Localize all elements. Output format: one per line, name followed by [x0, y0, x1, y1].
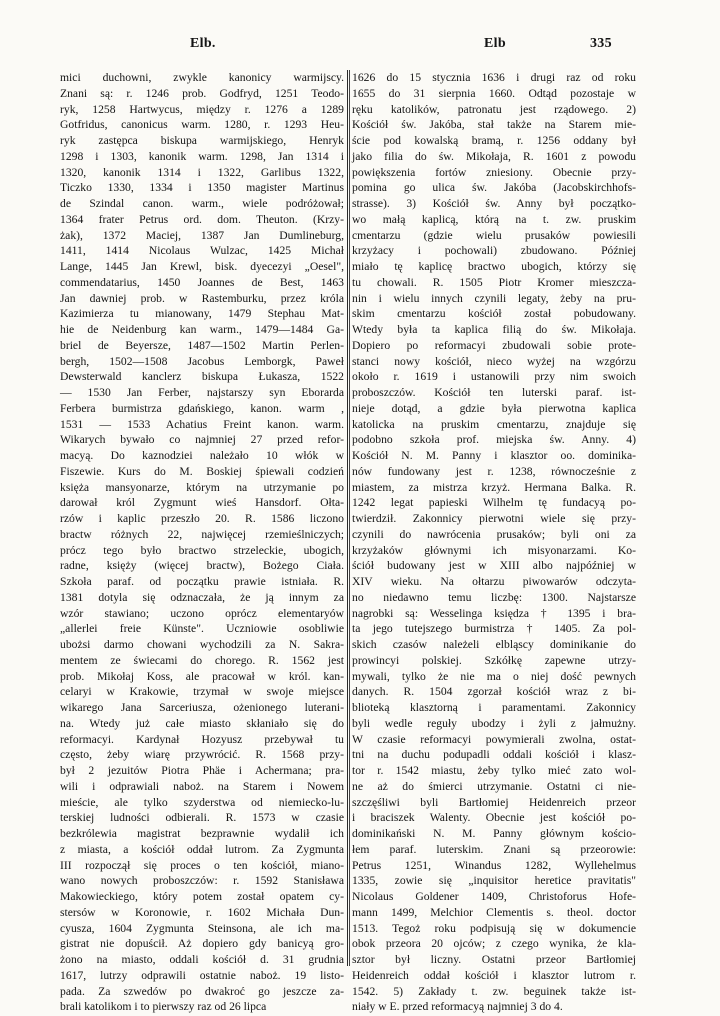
text-line: niały w E. przed reformacyą najmniej 3 do 4. — [352, 1000, 563, 1014]
text-line: terskiej ludności odbierali. R. 1573 w czasie — [60, 811, 344, 825]
text-line: pomina go ulica św. Jakóba (Jacobskirchhofs- — [352, 181, 636, 195]
text-line: Fiszewie. Kurs do M. Boskiej śpiewali codzień — [60, 464, 344, 478]
text-line: bractw różnych 22, najwięcej rzemieślniczych; — [60, 527, 344, 541]
text-line: XIV wieku. Na ołtarzu piwowarów odczyta- — [352, 575, 636, 588]
text-line: wili i odprawiali naboż. na Starem i Nowem — [60, 779, 344, 793]
text-line: tu chowali. R. 1505 Piotr Kromer mieszcza- — [352, 275, 636, 289]
text-line: Ticzko 1330, 1334 i 1350 magister Martinus — [60, 181, 344, 195]
text-line: 1617, lutrzy odprawili ostatnie naboż. 19 listo- — [60, 968, 344, 982]
text-line: hie de Neidenburg kan warm., 1479—1484 Ga- — [60, 323, 344, 336]
text-line: mieście, ale tylko szyderstwa od niemiecko-lu- — [60, 795, 344, 809]
text-line: powiększenia fortów zniesiony. Obecnie przy- — [352, 165, 636, 179]
right-text-column — [352, 70, 636, 1015]
text-line: 1626 do 15 stycznia 1636 i drugi raz od roku — [352, 71, 636, 84]
text-line: krzyżacy i pochowali) zbudowano. Później — [352, 244, 636, 258]
text-line: nagrobki są: Wesselinga księdza † 1395 i bra- — [352, 606, 636, 620]
text-line: żak), 1372 Maciej, 1387 Jan Dumlineburg, — [60, 228, 344, 242]
text-line: 1364 frater Petrus ord. dom. Theuton. (Krzy- — [60, 212, 344, 226]
text-line: ne aż do śmierci utrzymanie. Ostatni ci nie- — [352, 779, 636, 793]
text-line: około r. 1619 i ustanowili przy nim swoich — [352, 370, 636, 384]
text-line: Ferbera burmistrza gdańskiego, kanon. warm , — [60, 401, 344, 415]
text-line: księża mansyonarze, którym na utrzymanie po — [60, 480, 344, 494]
text-line: „allerlei freie Künste". Uczniowie osobliwie — [60, 622, 344, 636]
text-line: mywali, tylko że nie ma o niej dość pewnych — [352, 669, 636, 683]
text-line: miastem, za mistrza krzyż. Hermana Balka. R. — [352, 480, 636, 494]
text-line: Dewsterwald kanclerz biskupa Łukasza, 1522 — [60, 370, 344, 384]
text-line: Szkoła paraf. od początku prawie istniała. R. — [60, 575, 344, 588]
text-line: Lange, 1445 Jan Krewl, bisk. dyecezyi „Oesel", — [60, 260, 344, 273]
text-line: ście pod kowalską bramą, r. 1256 oddany był — [352, 134, 636, 147]
text-line: żono na miasto, oddali kościół d. 31 grudnia — [60, 953, 344, 966]
text-line: strasse). 3) Kościół św. Anny był początko- — [352, 197, 636, 210]
page-number: 335 — [590, 36, 612, 51]
text-line: nów fundowany jest r. 1238, równocześnie z — [352, 464, 636, 478]
text-line: reformacyi. Kardynał Hozyusz przebywał tu — [60, 732, 344, 746]
text-line: sztor był liczny. Ostatni przeor Bartłomiej — [352, 953, 636, 966]
text-line: bergh, 1502—1508 Jacobus Lemborgk, Paweł — [60, 354, 344, 368]
text-line: Nicolaus Goldener 1409, Christoforus Hofe- — [352, 890, 636, 903]
text-line: nieje dotąd, a gdzie była pierwotna kaplica — [352, 401, 636, 415]
text-line: prowincyi polskiej. Szkółkę zapewne utrzy- — [352, 653, 636, 667]
text-line: wo małą kaplicą, którą na t. zw. pruskim — [352, 212, 636, 226]
text-line: 1513. Tegoż roku podpisują się w dokumencie — [352, 921, 636, 935]
text-line: Wtedy była ta kaplica filią do św. Mikołaja. — [352, 323, 636, 336]
text-line: 1381 dotyla się odznaczała, że ją innym za — [60, 590, 344, 604]
center-running-head: Elb — [484, 36, 506, 51]
text-line: Heidenreich oddał kościół i klasztor lutrom r. — [352, 968, 636, 982]
text-line: tor r. 1542 miastu, żeby tylko mieć zato wol- — [352, 764, 636, 777]
text-line: 1531 — 1533 Achatius Freint kanon. warm. — [60, 417, 344, 431]
text-line: 1242 legat papieski Wilhelm tę fundacyą po- — [352, 496, 636, 510]
text-line: ściół budowany jest w XIII albo najpóźniej w — [352, 559, 636, 573]
text-line: ryk, 1258 Hartwycus, między r. 1276 a 1289 — [60, 102, 344, 116]
text-line: Kościół św. Jakóba, stał także na Starem mie- — [352, 118, 636, 132]
text-line: 1335, zowie się „inquisitor heretice pravitatis" — [352, 874, 636, 888]
column-divider — [347, 70, 348, 966]
text-line: danych. R. 1504 zgorzał kościół wraz z bi- — [352, 685, 636, 699]
text-line: wzór stawiano; uczono oprócz elementaryów — [60, 606, 344, 620]
text-line: krzyżaków głównymi ich misyonarzami. Ko- — [352, 543, 636, 557]
text-line: commendatarius, 1450 Joannes de Best, 1463 — [60, 275, 344, 289]
text-line: nin i wielu innych czynili legaty, żeby na pru- — [352, 291, 636, 305]
text-line: Petrus 1251, Winandus 1282, Wyllehelmus — [352, 858, 636, 872]
text-line: stanci nowy kościół, nieco wyżej na wzgórzu — [352, 354, 636, 368]
column-divider-inner — [349, 70, 350, 966]
text-line: wano nowych proboszczów: r. 1592 Stanisława — [60, 874, 344, 888]
text-line: stersów w Koronowie, r. 1602 Michała Dun- — [60, 905, 344, 919]
text-line: mentem ze świecami do chorego. R. 1562 jest — [60, 653, 344, 667]
text-line: 1320, kanonik 1314 i 1322, Garlibus 1322, — [60, 165, 344, 179]
text-line: 1542. 5) Zakłady t. zw. beguinek także ist- — [352, 984, 636, 998]
text-line: na. Wtedy już całe miasto skłaniało się do — [60, 716, 344, 730]
text-line: katolicka na pruskim cmentarzu, znajduje się — [352, 417, 636, 431]
text-line: 1411, 1414 Nicolaus Wulzac, 1425 Michał — [60, 244, 344, 258]
text-line: łem paraf. luterskim. Znani są przeorowie: — [352, 842, 636, 856]
text-line: ta jego tutejszego burmistrza † 1405. Za pol- — [352, 622, 636, 636]
text-line: briel de Beyersze, 1487—1502 Martin Perlen- — [60, 338, 344, 352]
text-line: brali katolikom i to pierwszy raz od 26 lipca — [60, 1000, 267, 1014]
text-line: miało tę kaplicę bractwo ubogich, którzy się — [352, 260, 636, 273]
text-line: Jan dawniej prob. w Rastemburku, przez króla — [60, 291, 344, 305]
text-line: bezkrólewia magistrat bezprawnie wydalił ich — [60, 827, 344, 840]
text-line: macyą. Do kaznodziei należało 10 włók w — [60, 449, 344, 462]
text-line: Wikarych bywało co najmniej 27 przed refor- — [60, 433, 344, 447]
running-header — [0, 36, 720, 60]
text-line: czynili do nawrócenia prusaków; byli oni za — [352, 527, 636, 541]
text-line: jako filia do św. Mikołaja, R. 1601 z powodu — [352, 149, 636, 163]
left-text-column — [60, 70, 344, 1015]
text-line: dominikański N. M. Panny głównym kościo- — [352, 827, 636, 840]
text-line: 1655 do 31 sierpnia 1660. Odtąd pozostaje w — [352, 86, 636, 100]
text-line: ręku katolików, patronatu jest rządowego. 2) — [352, 102, 636, 116]
text-line: byli wedle reguły ubodzy i żyli z jałmużny. — [352, 716, 636, 730]
text-line: z miasta, a kościół oddał lutrom. Za Zygmunta — [60, 842, 344, 856]
text-line: podobno szkoła prof. miejska św. Anny. 4) — [352, 433, 636, 447]
text-line: radne, księży (więcej bractw), Bożego Ciała. — [60, 559, 344, 573]
text-line: ubożsi darmo chowani wychodzili za N. Sakra- — [60, 638, 344, 651]
text-line: tni na duchu podupadli oddali kościół i klasz- — [352, 748, 636, 762]
text-line: Kościół N. M. Panny i klasztor oo. dominika- — [352, 449, 636, 462]
text-line: W czasie reformacyi powymierali zwolna, ostat- — [352, 732, 636, 746]
text-line: Dopiero po reformacyi zbudowali sobie prote- — [352, 338, 636, 352]
text-line: mici duchowni, zwykle kanonicy warmijscy. — [60, 71, 344, 84]
text-line: rzów i kaplic przeszło 20. R. 1586 liczono — [60, 512, 344, 525]
text-line: wikarego Jana Sarceriusza, ożenionego luterani- — [60, 701, 344, 714]
text-line: cmentarzu (gdzie wielu prusaków powiesili — [352, 228, 636, 242]
text-line: 1298 i 1303, kanonik warm. 1298, Jan 1314 i — [60, 149, 344, 163]
text-line: Makowieckiego, który potem został opatem cy- — [60, 890, 344, 903]
text-line: III rozpoczął się proces o ten kościół, miano- — [60, 858, 344, 872]
text-line: gistrat nie dopuścił. Aż dopiero gdy banicyą gro- — [60, 937, 344, 951]
text-line: był 2 jezuitów Piotra Phäe i Achermana; pra- — [60, 764, 344, 777]
text-line: Znani są: r. 1246 prob. Godfryd, 1251 Teodo- — [60, 86, 344, 100]
text-line: pada. Za szwedów po dwakroć go jeszcze za- — [60, 984, 344, 998]
text-line: często, żeby wiarę przywrócić. R. 1568 przy- — [60, 748, 344, 762]
text-line: Kazimierza tu mianowany, 1479 Stephau Mat- — [60, 307, 344, 321]
text-line: cyusza, 1604 Zygmunta Steinsona, ale ich ma- — [60, 921, 344, 935]
text-line: proboszczów. Kościół ten luterski paraf. ist- — [352, 386, 636, 399]
text-line: blioteką klasztorną i paramentami. Zakonnicy — [352, 701, 636, 714]
text-line: Gotfridus, canonicus warm. 1280, r. 1293 Heu- — [60, 118, 344, 132]
text-line: darował król Zygmunt wieś Hansdorf. Ołta- — [60, 496, 344, 510]
text-line: obok przeora 20 ojców; z czego wynika, że kla- — [352, 937, 636, 951]
text-line: prob. Mikołaj Koss, ale pracował w król. kan- — [60, 669, 344, 683]
text-line: celaryi w Krakowie, trzymał w swoje miejsce — [60, 685, 344, 699]
text-line: szczęśliwi byli Bartłomiej Heidenreich przeor — [352, 795, 636, 809]
text-line: skim cmentarzu kościół został pobudowany. — [352, 307, 636, 321]
text-line: ryk zastępca biskupa warmijskiego, Henryk — [60, 134, 344, 147]
left-running-head: Elb. — [190, 36, 216, 51]
text-line: i braciszek Walenty. Obecnie jest kościół po- — [352, 811, 636, 825]
text-line: prócz tego było bractwo strzeleckie, ubogich, — [60, 543, 344, 557]
text-line: — 1530 Jan Ferber, najstarszy syn Eborarda — [60, 386, 344, 399]
text-line: twierdził. Zakonnicy pierwotni wiele się przy- — [352, 512, 636, 525]
text-line: de Szindal canon. warm., wiele podróżował; — [60, 197, 344, 210]
text-line: no niedawno temu liczbę: 1300. Najstarsze — [352, 590, 636, 604]
text-line: skich czasów należeli elbląscy dominikanie do — [352, 638, 636, 651]
text-line: mann 1499, Melchior Clementis s. theol. doctor — [352, 905, 636, 919]
